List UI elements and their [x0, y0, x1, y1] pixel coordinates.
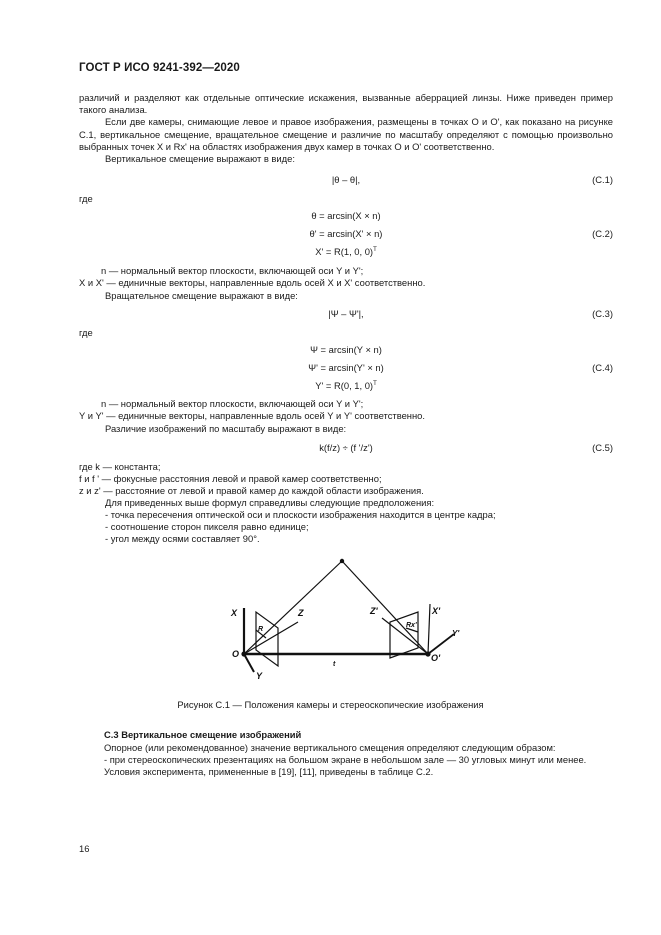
equation-c3 — [79, 308, 613, 321]
right-ray — [342, 561, 428, 654]
equation-formula: Ψ' = arcsin(Y' × n) — [308, 362, 384, 373]
definition-y: Y и Y' — единичные векторы, направленные вдоль осей Y и Y' соответственно. — [79, 410, 425, 421]
label-r: R — [258, 626, 264, 633]
equation-number: (C.4) — [592, 362, 613, 373]
label-rx-prime: Rx' — [406, 622, 417, 629]
label-x: X — [231, 608, 238, 618]
label-o: O — [232, 649, 240, 659]
equation-number: (C.1) — [592, 174, 613, 185]
equation-formula: X' = R(1, 0, 0)$^T$ — [315, 246, 377, 257]
paragraph: - при стереоскопических презентациях на большом экране в небольшом зале — 30 угловых минут или менее. — [104, 754, 587, 766]
label-x-prime: X' — [432, 606, 441, 616]
intro-text — [79, 92, 613, 165]
point-o — [242, 652, 246, 656]
paragraph: Если две камеры, снимающие левое и правое изображения, размещены в точках О и О', как показано на рисунке С.1, вертикальное смещение, вращательное смещение и различие по масштабу определяют с помощью произвольно выбранных точек X и Rx' на областях изображения двух камер в точках О и О' соответственно. — [79, 116, 613, 152]
equation-c4-line1 — [79, 344, 613, 357]
where-label: где — [79, 327, 93, 338]
x-axis-right — [428, 604, 430, 654]
list-item: - соотношение сторон пикселя равно единице; — [105, 521, 309, 532]
z-axis-right — [382, 618, 428, 654]
definition-f: f и f ' — фокусные расстояния левой и правой камер соответственно; — [79, 473, 382, 484]
equation-c2-line2 — [79, 228, 613, 241]
section-title: С.3 Вертикальное смещение изображений — [104, 729, 302, 740]
where-label: где — [79, 193, 93, 204]
equation-number: (C.3) — [592, 308, 613, 319]
paragraph: Опорное (или рекомендованное) значение вертикального смещения определяют следующим образом: — [104, 742, 556, 753]
camera-stereo-figure — [220, 548, 470, 688]
equation-formula: θ = arcsin(X × n) — [311, 210, 381, 221]
figure-caption: Рисунок С.1 — Положения камеры и стереоскопические изображения — [177, 699, 484, 710]
list-item: - точка пересечения оптической оси и плоскости изображения находится в центре кадра; — [105, 509, 496, 520]
equation-c4-line2 — [79, 362, 613, 375]
definition-z: z и z' — расстояние от левой и правой камер до каждой области изображения. — [79, 485, 424, 496]
document-header: ГОСТ Р ИСО 9241-392—2020 — [79, 62, 240, 74]
equation-formula: θ' = arcsin(X' × n) — [309, 228, 383, 239]
left-ray — [244, 561, 342, 654]
label-t: t — [333, 661, 336, 668]
paragraph: Вертикальное смещение выражают в виде: — [105, 153, 295, 165]
equation-formula: |Ψ – Ψ'|, — [328, 308, 364, 319]
list-item: - угол между осями составляет 90°. — [105, 533, 260, 544]
equation-c2-line3 — [79, 246, 613, 259]
paragraph: Вращательное смещение выражают в виде: — [105, 290, 298, 301]
definition-n: n — нормальный вектор плоскости, включающей оси Y и Y'; — [101, 265, 364, 276]
equation-formula: Y' = R(0, 1, 0)$^T$ — [315, 380, 377, 391]
definition-x: X и X' — единичные векторы, направленные вдоль осей X и X' соответственно. — [79, 277, 426, 288]
equation-c2-line1 — [79, 210, 613, 223]
apex-point — [340, 559, 343, 562]
definition-n: n — нормальный вектор плоскости, включающей оси Y и Y'; — [101, 398, 364, 409]
paragraph: Для приведенных выше формул справедливы следующие предположения: — [105, 497, 435, 508]
z-axis-left — [244, 622, 298, 654]
y-axis-left — [244, 654, 254, 672]
page-number: 16 — [79, 843, 90, 854]
equation-c5 — [79, 442, 613, 455]
y-axis-right — [428, 634, 454, 654]
equation-formula: k(f/z) ÷ (f '/z') — [319, 442, 373, 453]
paragraph: Условия эксперимента, примененные в [19], [11], приведены в таблице С.2. — [104, 766, 434, 778]
definition-k: где k — константа; — [79, 461, 161, 472]
label-o-prime: O' — [431, 653, 441, 663]
paragraph: различий и разделяют как отдельные оптические искажения, вызванные аберрацией линзы. Ниже приведен пример такого анализа. — [79, 92, 613, 116]
point-o-prime — [426, 652, 430, 656]
equation-formula: |θ – θ|, — [331, 174, 361, 185]
label-y-prime: Y' — [452, 629, 460, 638]
equation-number: (C.5) — [592, 442, 613, 453]
label-y: Y — [256, 671, 263, 681]
equation-number: (C.2) — [592, 228, 613, 239]
paragraph: Различие изображений по масштабу выражают в виде: — [105, 423, 347, 434]
label-z: Z — [298, 608, 304, 618]
label-z-prime: Z' — [370, 606, 378, 616]
equation-formula: Ψ = arcsin(Y × n) — [310, 344, 382, 355]
equation-c1 — [79, 174, 613, 187]
section-text — [104, 742, 614, 779]
equation-c4-line3 — [79, 380, 613, 393]
